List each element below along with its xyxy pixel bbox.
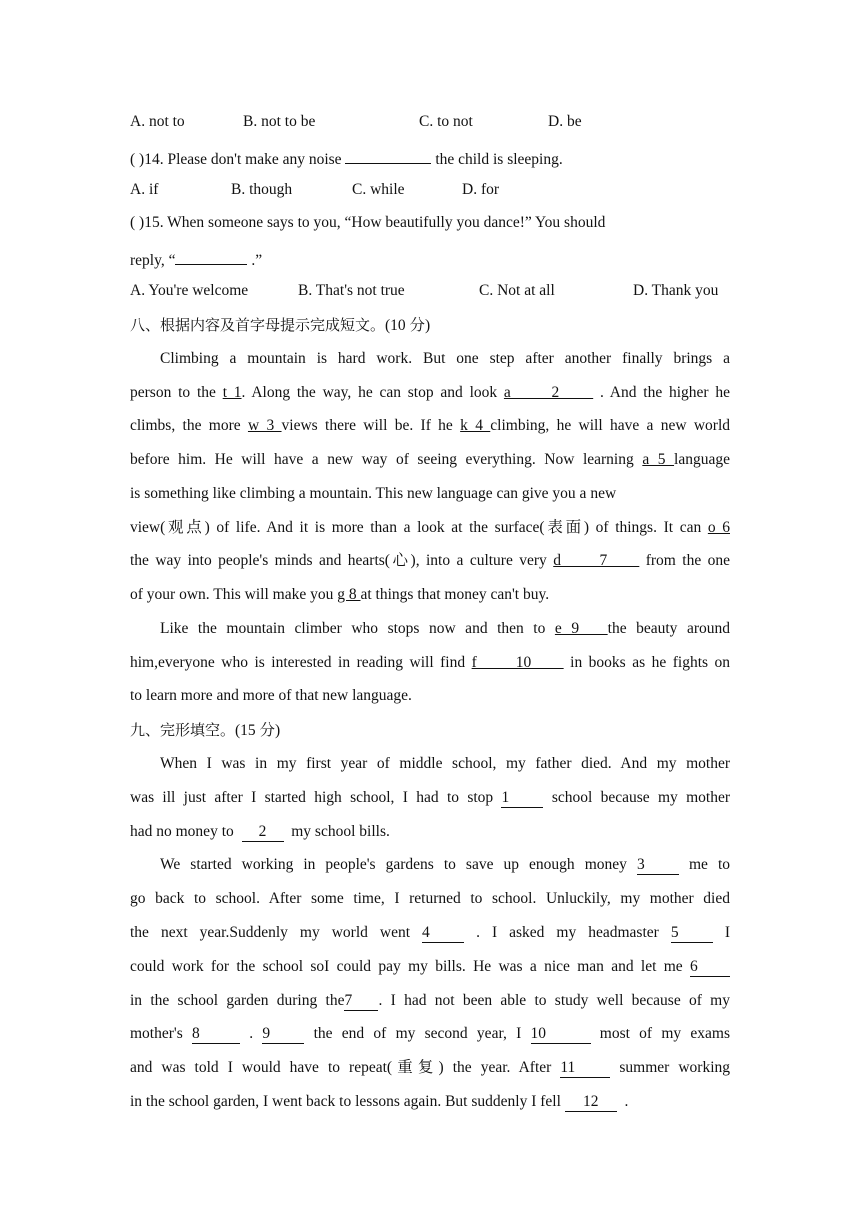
q15-option-b: B. That's not true: [298, 282, 405, 299]
s8-blank-1[interactable]: t 1: [222, 384, 242, 401]
q14-option-a: A. if: [130, 181, 159, 198]
q14-option-d: D. for: [462, 181, 500, 198]
s9-blank-1[interactable]: 1: [501, 789, 543, 808]
s8-blank-10[interactable]: f 10: [471, 654, 564, 671]
q15-stem-line1: ( )15. When someone says to you, “How beautifully you dance!” You should: [130, 214, 606, 231]
q14-stem: ( )14. Please don't make any noise the child is sleeping.: [130, 145, 563, 167]
s8-blank-9[interactable]: e 9: [554, 620, 608, 637]
s8-blank-5[interactable]: a 5: [642, 451, 675, 468]
s8-p1-line7: the way into people's minds and hearts(心), into a culture very d 7 from the one: [130, 552, 731, 569]
s9-line9: mother's 8 . 9 the end of my second year, I 10 most of my exams: [130, 1025, 730, 1042]
s8-blank-8[interactable]: g 8: [337, 586, 361, 603]
s9-blank-7[interactable]: 7: [344, 992, 378, 1011]
s9-blank-5[interactable]: 5: [671, 924, 713, 943]
q14-option-b: B. though: [231, 181, 293, 198]
s9-blank-2[interactable]: 2: [242, 823, 284, 842]
q13-option-b: B. not to be: [243, 113, 316, 130]
section8-title: 八、根据内容及首字母提示完成短文。: [130, 316, 386, 334]
s9-blank-9[interactable]: 9: [262, 1025, 304, 1044]
s9-line6: the next year.Suddenly my world went 4 . I asked my headmaster 5 I: [130, 924, 731, 941]
s8-p1-line4: before him. He will have a new way of seeing everything. Now learning a 5 language: [130, 451, 730, 468]
s9-blank-12[interactable]: 12: [565, 1093, 617, 1112]
s9-line5: go back to school. After some time, I returned to school. Unluckily, my mother died: [130, 890, 730, 907]
s8-blank-7[interactable]: d 7: [553, 552, 640, 569]
s8-p2-line3: to learn more and more of that new language.: [130, 687, 412, 704]
s8-blank-2[interactable]: a 2: [503, 384, 594, 401]
s9-line10: and was told I would have to repeat(重复) the year. After 11 summer working: [130, 1059, 731, 1076]
q13-option-a: A. not to: [130, 113, 185, 130]
q15-answer-blank[interactable]: [175, 246, 247, 265]
s8-p1-line1: Climbing a mountain is hard work. But one step after another finally brings a: [160, 350, 730, 367]
s9-line3: had no money to 2 my school bills.: [130, 823, 390, 840]
q14-answer-blank[interactable]: [345, 145, 431, 164]
s8-p2-line2: him,everyone who is interested in reading will find f 10 in books as he fights on: [130, 654, 731, 671]
s9-blank-11[interactable]: 11: [560, 1059, 610, 1078]
section9-score: (15 分): [235, 722, 281, 739]
s8-p1-line6: view(观点) of life. And it is more than a look at the surface(表面) of things. It can o 6: [130, 519, 730, 536]
q13-option-c: C. to not: [419, 113, 473, 130]
s8-p2-line1: Like the mountain climber who stops now and then to e 9 the beauty around: [160, 620, 731, 637]
s8-p1-line8: of your own. This will make you g 8 at things that money can't buy.: [130, 586, 550, 603]
s8-blank-3[interactable]: w 3: [247, 417, 282, 434]
s8-p1-line5: is something like climbing a mountain. This new language can give you a new: [130, 485, 617, 502]
s9-line1: When I was in my first year of middle school, my father died. And my mother: [160, 755, 730, 772]
s9-blank-6[interactable]: 6: [690, 958, 730, 977]
s9-blank-8[interactable]: 8: [192, 1025, 240, 1044]
s9-line7: could work for the school soI could pay my bills. He was a nice man and let me 6: [130, 956, 730, 978]
s9-line11: in the school garden, I went back to lessons again. But suddenly I fell 12 .: [130, 1093, 629, 1110]
q15-option-d: D. Thank you: [633, 282, 719, 299]
s8-p1-line2: person to the t 1. Along the way, he can stop and look a 2 . And the higher he: [130, 384, 731, 401]
q15-stem-line2: reply, “ .”: [130, 246, 262, 268]
section9-title: 九、完形填空。: [130, 721, 236, 739]
s8-p1-line3: climbs, the more w 3 views there will be. If he k 4 climbing, he will have a new world: [130, 417, 731, 434]
q13-option-d: D. be: [548, 113, 582, 130]
s9-blank-10[interactable]: 10: [531, 1025, 591, 1044]
q14-option-c: C. while: [352, 181, 405, 198]
q14-options: [130, 179, 730, 201]
q15-option-c: C. Not at all: [479, 282, 555, 299]
q15-options: [130, 280, 730, 302]
section8-heading: [130, 314, 430, 336]
section9-heading: [130, 719, 280, 741]
s8-blank-6[interactable]: o 6: [707, 519, 730, 536]
s9-line8: in the school garden during the7 . I had not been able to study well because of my: [130, 992, 730, 1009]
s9-blank-3[interactable]: 3: [637, 856, 679, 875]
section8-score: (10 分): [385, 317, 431, 334]
s9-line2: was ill just after I started high school, I had to stop 1 school because my mother: [130, 789, 731, 806]
q15-option-a: A. You're welcome: [130, 282, 249, 299]
s8-blank-4[interactable]: k 4: [460, 417, 491, 434]
q13-options: [130, 111, 730, 133]
s9-blank-4[interactable]: 4: [422, 924, 464, 943]
s9-line4: We started working in people's gardens to save up enough money 3 me to: [160, 856, 731, 873]
